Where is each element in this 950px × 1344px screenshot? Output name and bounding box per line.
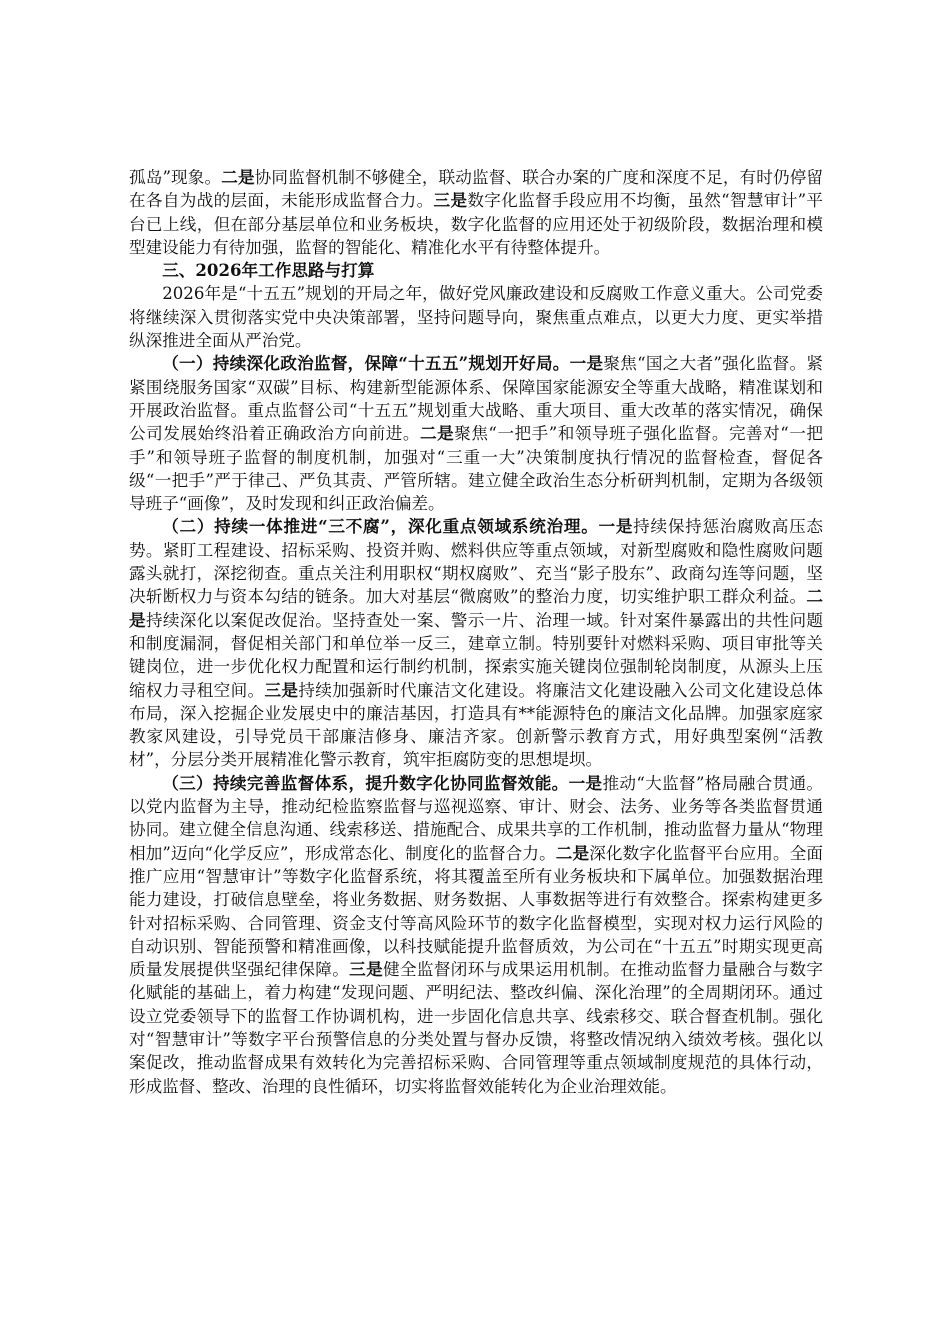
text-run: 数字化监督手段应用不均衡，虽然“智慧审计”平台已上线，但在部分基层单位和业务板块，数字化监督的应用还处于初级阶段，数据治理和模型建设能力有待加强，监督的智能化、精准化水平有待整体提升。 xyxy=(129,191,824,257)
text-run: 持续加强新时代廉洁文化建设。将廉洁文化建设融入公司文化建设总体布局，深入挖掘企业发展史中的廉洁基因，打造具有**能源特色的廉洁文化品牌。加强家庭家教家风建设，引导党员干部廉洁修身、廉洁齐家。创新警示教育方式，用好典型案例“活教材”，分层分类开展精准化警示教育，筑牢拒腐防变的思想堤坝。 xyxy=(129,680,824,770)
bold-marker: 二是 xyxy=(221,167,255,187)
subheading-bold: （三）持续完善监督体系，提升数字化协同监督效能。一是 xyxy=(162,772,603,793)
subheading-bold: （二）持续一体推进“三不腐”，深化重点领域系统治理。一是 xyxy=(162,516,634,537)
bold-marker: 三是 xyxy=(349,959,384,980)
paragraph-intro: 2026年是“十五五”规划的开局之年，做好党风廉政建设和反腐败工作意义重大。公司党委将继续深入贯彻落实党中央决策部署，坚持问题导向，聚焦重点难点，以更大力度、更实举措纵深推进全面从严治党。 xyxy=(129,284,823,351)
text-run: 协同监督机制不够健全，联动监督、联合办案的广度和深度不足，有时仍停留在各自为战的层面，未能形成监督合力。 xyxy=(129,168,824,211)
document-page xyxy=(129,166,823,1098)
bold-marker: 二是 xyxy=(555,842,590,863)
bold-marker: 三是 xyxy=(433,190,468,211)
text-run: 持续保持惩治腐败高压态势。紧盯工程建设、招标采购、投资并购、燃料供应等重点领域，对新型腐败和隐性腐败问题露头就打，深挖彻查。重点关注利用职权“期权腐败”、充当“影子股东”、政商勾连等问题，坚决斩断权力与资本勾结的链条。加大对基层“微腐败”的整治力度，切实维护职工群众利益。 xyxy=(129,517,824,607)
text-run: 聚焦“一把手”和领导班子强化监督。完善对“一把手”和领导班子监督的制度机制，加强对“三重一大”决策制度执行情况的监督检查，督促各级“一把手”严于律己、严负其责、严管所辖。建立健全政治生态分析研判机制，定期为各级领导班子“画像”，及时发现和纠正政治偏差。 xyxy=(129,424,824,514)
text-run: 聚焦“国之大者”强化监督。紧紧围绕服务国家“双碳”目标、构建新型能源体系、保障国家能源安全等重大战略，精准谋划和开展政治监督。重点监督公司“十五五”规划重大战略、重大项目、重大改革的落实情况，确保公司发展始终沿着正确政治方向前进。 xyxy=(129,354,824,444)
section-heading: 三、2026年工作思路与打算 xyxy=(162,260,375,281)
paragraph-supervision-system xyxy=(129,772,823,1098)
paragraph-three-no-corruption xyxy=(129,515,823,771)
bold-marker: 三是 xyxy=(264,679,299,700)
text-run: 健全监督闭环与成果运用机制。在推动监督力量融合与数字化赋能的基础上，着力构建“发现问题、严明纪法、整改纠偏、深化治理”的全周期闭环。通过设立党委领导下的监督工作协调机构，进一步固化信息共享、线索移交、联合督查机制。强化对“智慧审计”等数字平台预警信息的分类处置与督办反馈，将整改情况纳入绩效考核。强化以案促改，推动监督成果有效转化为完善招标采购、合同管理等重点领域制度规范的具体行动，形成监督、整改、治理的良性循环，切实将监督效能转化为企业治理效能。 xyxy=(129,960,824,1096)
text-run: 推动“大监督”格局融合贯通。以党内监督为主导，推动纪检监察监督与巡视巡察、审计、财会、法务、业务等各类监督贯通协同。建立健全信息沟通、线索移送、措施配合、成果共享的工作机制，推动监督力量从“物理相加”迈向“化学反应”，形成常态化、制度化的监督合力。 xyxy=(129,773,824,863)
text-run: 持续深化以案促改促治。坚持查处一案、警示一片、治理一域。针对案件暴露出的共性问题和制度漏洞，督促相关部门和单位举一反三，建章立制。特别要针对燃料采购、项目审批等关键岗位，进一步优化权力配置和运行制约机制，探索实施关键岗位强制轮岗制度，从源头上压缩权力寻租空间。 xyxy=(129,610,823,700)
bold-marker: 二是 xyxy=(419,423,455,444)
text-run: 孤岛”现象。 xyxy=(129,168,222,187)
paragraph-problems xyxy=(129,166,823,259)
bold-marker: 二是 xyxy=(129,586,823,630)
paragraph-political-supervision xyxy=(129,352,823,515)
text-run: 深化数字化监督平台应用。全面推广应用“智慧审计”等数字化监督系统，将其覆盖至所有业务板块和下属单位。加强数据治理能力建设，打破信息壁垒，将业务数据、财务数据、人事数据等进行有效整合。探索构建更多针对招标采购、合同管理、资金支付等高风险环节的数字化监督模型，实现对权力运行风险的自动识别、智能预警和精准画像，以科技赋能提升监督质效，为公司在“十五五”时期实现更高质量发展提供坚强纪律保障。 xyxy=(129,843,824,980)
subheading-bold: （一）持续深化政治监督，保障“十五五”规划开好局。一是 xyxy=(162,353,604,374)
